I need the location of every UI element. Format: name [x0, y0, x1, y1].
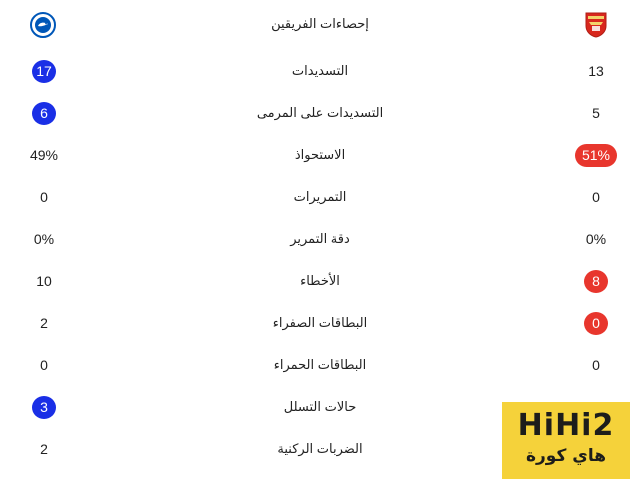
brighton-crest-icon — [30, 12, 56, 38]
stat-label: البطاقات الحمراء — [273, 357, 367, 372]
stat-home-value-text: 0 — [584, 312, 608, 335]
stats-header-row — [0, 10, 640, 38]
stat-label: حالات التسلل — [283, 399, 357, 414]
stat-row — [0, 141, 640, 169]
stat-away-value — [0, 435, 94, 463]
stat-home-value — [546, 141, 640, 169]
stat-away-value — [0, 267, 94, 295]
stat-away-value-text: 0 — [40, 357, 48, 373]
stat-row — [0, 351, 640, 379]
stats-header-title: إحصاءات الفريقين — [271, 16, 369, 31]
stat-home-value — [546, 267, 640, 295]
stat-home-value-text: 13 — [588, 63, 604, 79]
stat-row — [0, 57, 640, 85]
stat-away-value-text: 17 — [32, 60, 56, 83]
stat-label: التسديدات — [291, 63, 349, 78]
stat-away-value — [0, 99, 94, 127]
stat-home-value-text: 0 — [592, 357, 600, 373]
stat-label: الأخطاء — [300, 273, 340, 288]
stat-away-value-text: 10 — [36, 273, 52, 289]
stat-home-value-text: 0 — [592, 189, 600, 205]
stat-row — [0, 309, 640, 337]
stat-home-value — [546, 351, 640, 379]
stat-row — [0, 183, 640, 211]
stat-away-value — [0, 225, 94, 253]
stat-away-value-text: 2 — [40, 441, 48, 457]
stat-away-value — [0, 183, 94, 211]
stat-label: البطاقات الصفراء — [272, 315, 368, 330]
stat-home-value — [546, 183, 640, 211]
stat-away-value — [0, 393, 94, 421]
stat-row — [0, 225, 640, 253]
stat-away-value-text: 0 — [40, 189, 48, 205]
stat-home-value-text: 0% — [585, 231, 607, 247]
stat-home-value-text: 5 — [592, 105, 600, 121]
stat-away-value — [0, 141, 94, 169]
stat-label: التسديدات على المرمى — [256, 105, 384, 120]
stat-away-value-text: 6 — [32, 102, 56, 125]
stat-away-value — [0, 57, 94, 85]
arsenal-crest-icon — [584, 12, 608, 38]
stat-away-value — [0, 309, 94, 337]
stat-away-value-text: 49% — [29, 147, 59, 163]
watermark-bottom-text: هاي كورة — [525, 446, 607, 466]
stat-home-value-text: 51% — [575, 144, 617, 167]
stat-away-value-text: 3 — [32, 396, 56, 419]
stat-row — [0, 99, 640, 127]
stat-home-value — [546, 225, 640, 253]
stat-home-value — [546, 99, 640, 127]
stat-home-value-text: 8 — [584, 270, 608, 293]
stat-home-value — [546, 57, 640, 85]
stat-row — [0, 267, 640, 295]
stat-home-value — [546, 309, 640, 337]
stat-label: دقة التمرير — [290, 231, 350, 246]
stat-label: الضربات الركنية — [277, 441, 363, 456]
hihi2-watermark-logo — [502, 402, 630, 479]
stat-label: الاستحواذ — [294, 147, 346, 162]
watermark-top-text: HiHi2 — [517, 408, 615, 443]
stat-away-value-text: 2 — [40, 315, 48, 331]
stat-away-value-text: 0% — [33, 231, 55, 247]
stat-label: التمريرات — [293, 189, 347, 204]
stat-away-value — [0, 351, 94, 379]
